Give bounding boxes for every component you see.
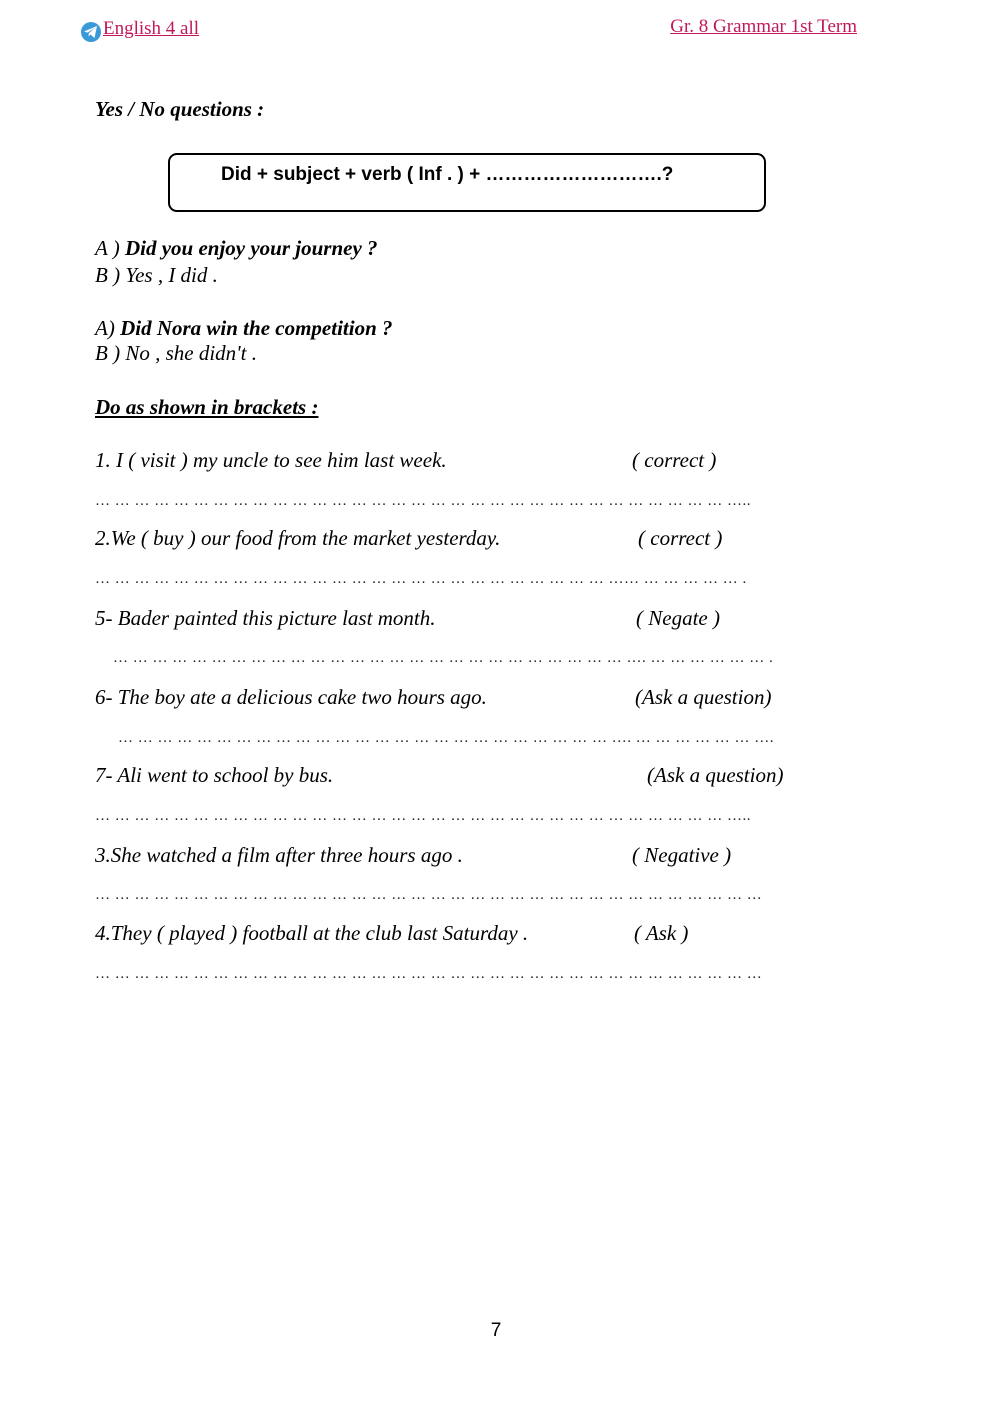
exercise-instruction: ( Negate ) [636, 606, 720, 630]
exercise-sentence: 6- The boy ate a delicious cake two hours ago. [95, 685, 487, 709]
exercise-sentence: 3.She watched a film after three hours ago . [95, 843, 463, 867]
exercise-instruction: (Ask a question) [647, 763, 784, 787]
exercise-sentence: 1. I ( visit ) my uncle to see him last week. [95, 448, 447, 472]
formula-box [168, 153, 766, 212]
exercise-sentence: 4.They ( played ) football at the club last Saturday . [95, 921, 529, 945]
exercise-sentence: 5- Bader painted this picture last month. [95, 606, 436, 630]
exercise-instruction: ( Ask ) [634, 921, 689, 945]
page-number: 7 [490, 1320, 502, 1341]
exercise-instruction: ( correct ) [638, 526, 723, 550]
example-answer: B ) No , she didn't . [95, 341, 257, 365]
header-left-link[interactable]: English 4 all [103, 18, 200, 39]
example-question: A ) Did you enjoy your journey ? [95, 236, 378, 260]
header-right [670, 16, 857, 38]
answer-line[interactable]: … … … … … … … … … … … … … … … … … … … … … … … … … …. … … … … … … …. [118, 730, 774, 746]
answer-line[interactable]: … … … … … … … … … … … … … … … … … … … … … … … … … … …… … … … … … . [95, 571, 747, 587]
answer-line[interactable]: … … … … … … … … … … … … … … … … … … … … … … … … … … … … … … … … … … [95, 887, 763, 903]
exercise-instruction: (Ask a question) [635, 685, 772, 709]
answer-line[interactable]: … … … … … … … … … … … … … … … … … … … … … … … … … … … … … … … … ….. [95, 808, 751, 824]
exercise-sentence: 7- Ali went to school by bus. [95, 763, 334, 787]
answer-line[interactable]: … … … … … … … … … … … … … … … … … … … … … … … … … … … … … … … … ….. [95, 493, 751, 509]
example-answer: B ) Yes , I did . [95, 263, 218, 287]
answer-line[interactable]: … … … … … … … … … … … … … … … … … … … … … … … … … … … … … … … … … … [95, 966, 763, 982]
example-question: A) Did Nora win the competition ? [95, 316, 393, 340]
telegram-icon[interactable] [81, 22, 101, 42]
header-right-link[interactable]: Gr. 8 Grammar 1st Term [670, 16, 857, 37]
formula-text: Did + subject + verb ( Inf . ) + ……………………….? [221, 164, 674, 185]
section-title-yes-no: Yes / No questions : [95, 97, 265, 121]
exercise-instruction: ( Negative ) [632, 843, 732, 867]
exercise-sentence: 2.We ( buy ) our food from the market yesterday. [95, 526, 501, 550]
answer-line[interactable]: … … … … … … … … … … … … … … … … … … … … … … … … … … …. … … … … … … . [113, 650, 774, 666]
header-left [81, 16, 199, 42]
exercise-instruction: ( correct ) [632, 448, 717, 472]
section-title-do-as-shown: Do as shown in brackets : [95, 395, 319, 419]
